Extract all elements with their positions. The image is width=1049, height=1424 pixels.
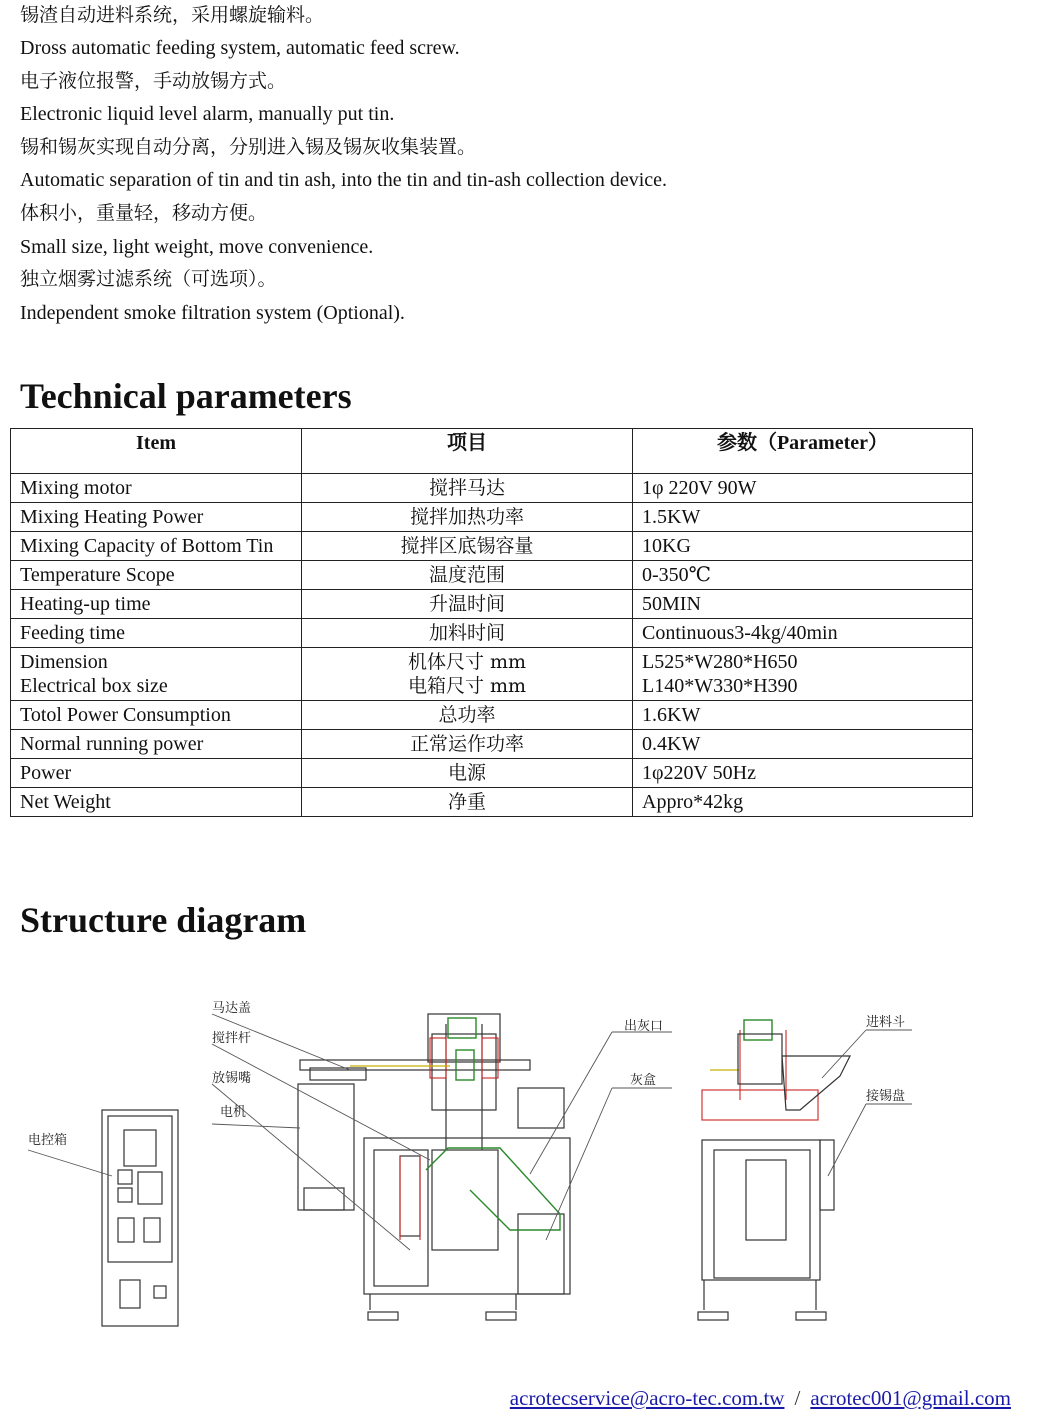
tech-params-heading: Technical parameters: [20, 376, 352, 416]
table-header-row: [11, 429, 973, 474]
table-row: [11, 590, 973, 619]
cell-chinese-item: 搅拌加热功率: [302, 503, 633, 532]
cell-parameter: [633, 648, 973, 701]
cell-chinese-item: 温度范围: [302, 561, 633, 590]
table-row: [11, 701, 973, 730]
table-row: [11, 532, 973, 561]
cell-parameter: 1φ 220V 90W: [633, 474, 973, 503]
feature-line-5: 锡和锡灰实现自动分离，分别进入锡及锡灰收集装置。: [20, 136, 477, 158]
label-tin-nozzle: 放锡嘴: [212, 1071, 252, 1086]
email-link-1[interactable]: acrotecservice@acro-tec.com.tw: [509, 1386, 785, 1410]
table-row: [11, 503, 973, 532]
header-chinese-item: 项目: [302, 429, 633, 474]
label-motor-cover: 马达盖: [212, 1001, 252, 1016]
cell-parameter: 0-350℃: [633, 561, 973, 590]
cell-parameter: 0.4KW: [633, 730, 973, 759]
feature-line-10: Independent smoke filtration system (Optional).: [20, 302, 405, 324]
cell-chinese-item: 正常运作功率: [302, 730, 633, 759]
cell-item: Heating-up time: [11, 590, 302, 619]
feature-line-1: 锡渣自动进料系统，采用螺旋输料。: [20, 4, 325, 26]
cell-chinese-item-line: 机体尺寸 mm: [407, 651, 527, 673]
control-box-drawing: [102, 1110, 178, 1326]
label-ash-outlet: 出灰口: [624, 1019, 664, 1034]
email-link-2[interactable]: acrotec001@gmail.com: [810, 1386, 1011, 1410]
structure-diagram-heading: Structure diagram: [20, 900, 307, 940]
feature-line-7: 体积小，重量轻，移动方便。: [20, 202, 268, 224]
label-feed-hopper: 进料斗: [866, 1015, 906, 1030]
label-ash-box: 灰盒: [630, 1073, 657, 1088]
table-row: [11, 759, 973, 788]
cell-chinese-item-line: 电箱尺寸 mm: [407, 675, 527, 697]
cell-parameter: 1.6KW: [633, 701, 973, 730]
side-view-drawing: [698, 1034, 850, 1320]
cell-parameter: 1.5KW: [633, 503, 973, 532]
cell-item: Totol Power Consumption: [11, 701, 302, 730]
footer-contact: [510, 1386, 1011, 1411]
table-row: [11, 561, 973, 590]
cell-item: Normal running power: [11, 730, 302, 759]
table-row: [11, 474, 973, 503]
feature-line-9: 独立烟雾过滤系统（可选项）。: [20, 268, 277, 290]
label-tin-tray: 接锡盘: [866, 1089, 906, 1104]
cell-chinese-item: 搅拌马达: [302, 474, 633, 503]
feature-line-6: Automatic separation of tin and tin ash, into the tin and tin-ash collection device.: [20, 169, 668, 191]
feature-line-4: Electronic liquid level alarm, manually put tin.: [20, 103, 395, 125]
header-item: Item: [11, 429, 302, 474]
cell-item-line: Dimension: [20, 651, 108, 673]
cell-parameter: Continuous3-4kg/40min: [633, 619, 973, 648]
label-control-box: 电控箱: [28, 1133, 68, 1148]
label-motor: 电机: [220, 1105, 247, 1120]
cell-parameter: 1φ220V 50Hz: [633, 759, 973, 788]
cell-item: Power: [11, 759, 302, 788]
header-parameter: 参数（Parameter）: [633, 429, 973, 474]
cell-chinese-item: 电源: [302, 759, 633, 788]
cell-item: Feeding time: [11, 619, 302, 648]
structure-diagram: [0, 990, 1049, 1340]
cell-chinese-item: [302, 648, 633, 701]
cell-parameter-line: L140*W330*H390: [642, 675, 798, 697]
cell-item: Mixing motor: [11, 474, 302, 503]
cell-parameter: 50MIN: [633, 590, 973, 619]
table-row: [11, 648, 973, 701]
cell-parameter: 10KG: [633, 532, 973, 561]
feature-line-3: 电子液位报警，手动放锡方式。: [20, 70, 287, 92]
cell-parameter-line: L525*W280*H650: [642, 651, 798, 673]
cell-chinese-item: 搅拌区底锡容量: [302, 532, 633, 561]
cell-chinese-item: 总功率: [302, 701, 633, 730]
cell-item: Temperature Scope: [11, 561, 302, 590]
label-stir-rod: 搅拌杆: [212, 1031, 252, 1046]
cell-parameter: Appro*42kg: [633, 788, 973, 817]
cell-chinese-item: 加料时间: [302, 619, 633, 648]
table-row: [11, 788, 973, 817]
cell-item: Mixing Heating Power: [11, 503, 302, 532]
cell-item: Mixing Capacity of Bottom Tin: [11, 532, 302, 561]
cell-chinese-item: 升温时间: [302, 590, 633, 619]
feature-line-2: Dross automatic feeding system, automatic feed screw.: [20, 37, 460, 59]
feature-line-8: Small size, light weight, move convenience.: [20, 236, 374, 258]
cell-chinese-item: 净重: [302, 788, 633, 817]
table-row: [11, 730, 973, 759]
main-machine-drawing: [298, 1014, 570, 1320]
footer-separator: /: [794, 1386, 801, 1410]
cell-item: [11, 648, 302, 701]
table-row: [11, 619, 973, 648]
cell-item: Net Weight: [11, 788, 302, 817]
parameters-table: [10, 428, 973, 817]
green-highlight-parts: [426, 1018, 772, 1230]
cell-item-line: Electrical box size: [20, 675, 168, 697]
